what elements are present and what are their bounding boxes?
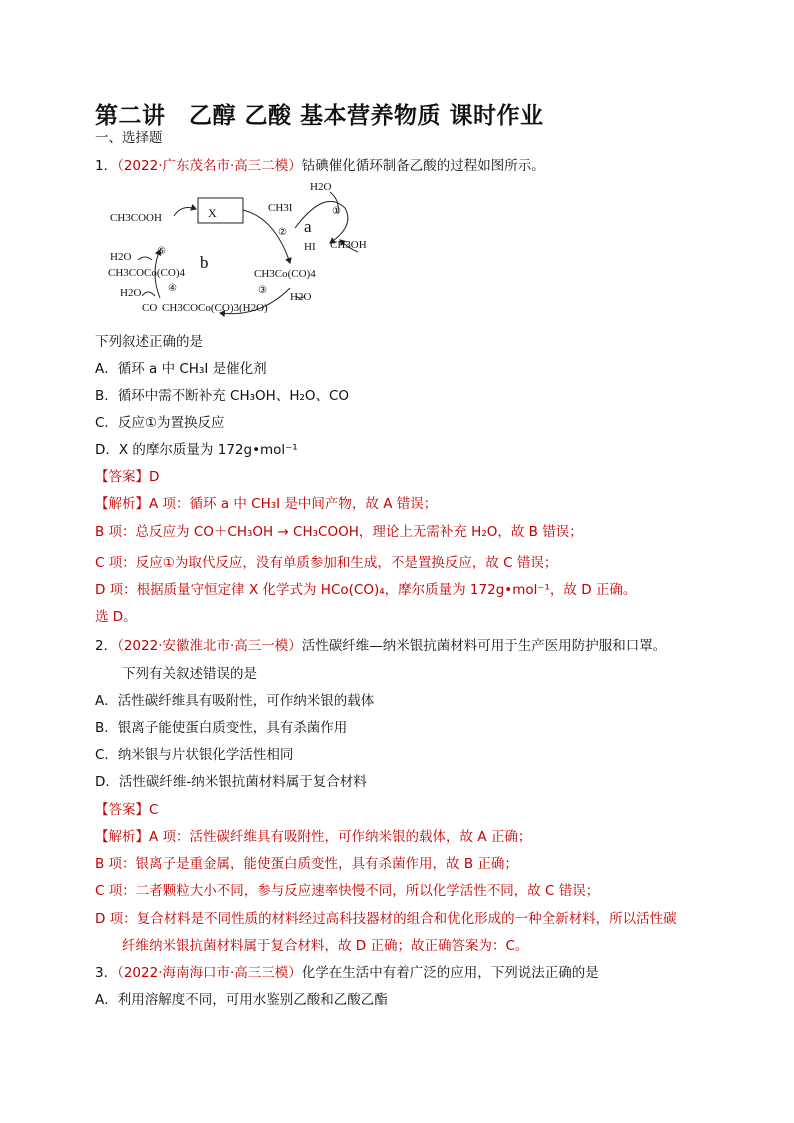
- analysis-line-1: [95, 495, 437, 513]
- question-text: 活性碳纤维—纳米银抗菌材料可用于生产医用防护服和口罩。: [301, 638, 667, 654]
- analysis-line-2: B 项：总反应为 CO＋CH₃OH → CH₃COOH，理论上无需补充 H₂O，故 B 错误；: [95, 524, 583, 540]
- box-label: X: [208, 206, 217, 220]
- label-hi: HI: [304, 241, 316, 253]
- answer-value: C: [149, 802, 159, 818]
- question-source-open: （: [117, 965, 124, 981]
- analysis-line-1: [95, 828, 531, 846]
- option-c: C．反应①为置换反应: [95, 415, 225, 431]
- label-h2o-top: H2O: [310, 181, 332, 193]
- label-ch3co: CH3Co(CO)4: [254, 268, 316, 280]
- analysis-line-3: C 项：二者颗粒大小不同，参与反应速率快慢不同，所以化学活性不同，故 C 错误；: [95, 883, 600, 899]
- step-2: ②: [278, 227, 287, 238]
- step-3: ③: [258, 285, 267, 296]
- answer-line: [95, 801, 158, 819]
- option-a: A．利用溶解度不同，可用水鉴别乙酸和乙酸乙酯: [95, 992, 388, 1008]
- question-text: 化学在生活中有着广泛的应用，下列说法正确的是: [301, 965, 599, 981]
- answer-tag: 【答案】: [95, 802, 149, 818]
- option-a: A．活性碳纤维具有吸附性，可作纳米银的载体: [95, 693, 375, 709]
- label-ch3i: CH3I: [268, 202, 293, 214]
- option-b: B．循环中需不断补充 CH₃OH、H₂O、CO: [95, 388, 350, 404]
- step-5: ⑤: [157, 246, 166, 257]
- label-h2o-5: H2O: [110, 251, 132, 263]
- step-1: ①: [332, 206, 341, 217]
- question-3-stem: [95, 964, 599, 982]
- option-c: C．纳米银与片状银化学活性相同: [95, 747, 294, 763]
- cycle-b-label: b: [200, 253, 209, 272]
- question-1-stem: [95, 157, 545, 175]
- catalytic-cycle-diagram: [100, 178, 370, 320]
- option-b: B．银离子能使蛋白质变性，具有杀菌作用: [95, 720, 348, 736]
- question-number: 1．: [95, 158, 118, 174]
- section-heading: 一、选择题: [95, 130, 163, 146]
- label-h2o-4: H2O: [120, 287, 142, 299]
- option-a: A．循环 a 中 CH₃I 是催化剂: [95, 361, 267, 377]
- question-source-close: ）: [288, 638, 302, 654]
- analysis-line-4: D 项：复合材料是不同性质的材料经过高科技器材的组合和优化形成的一种全新材料，所以活性碳: [95, 911, 677, 927]
- label-ch3coco: CH3COCo(CO)4: [108, 267, 186, 279]
- question-1-prompt: 下列叙述正确的是: [95, 334, 203, 350]
- analysis-line-5: 选 D。: [95, 609, 137, 625]
- cycle-a-label: a: [304, 217, 312, 236]
- question-text: 钴碘催化循环制备乙酸的过程如图所示。: [301, 158, 545, 174]
- answer-value: D: [149, 469, 160, 485]
- analysis-tag: 【解析】: [95, 829, 149, 845]
- answer-line: [95, 468, 159, 486]
- question-source-open: （: [117, 638, 124, 654]
- analysis-tag: 【解析】: [95, 496, 149, 512]
- question-source: 2022·海南海口市·高三三模: [123, 965, 289, 981]
- question-source: 2022·广东茂名市·高三二模: [123, 158, 289, 174]
- label-ch3coco-h2o: CH3COCo(CO)3(H2O): [162, 302, 268, 314]
- question-source-close: ）: [288, 158, 302, 174]
- label-co: CO: [142, 302, 158, 314]
- question-2-prompt: 下列有关叙述错误的是: [122, 666, 257, 682]
- label-ch3oh: CH3OH: [330, 239, 367, 251]
- question-source: 2022·安徽淮北市·高三一模: [123, 638, 289, 654]
- analysis-line-2: B 项：银离子是重金属，能使蛋白质变性，具有杀菌作用，故 B 正确；: [95, 856, 518, 872]
- x-box: [198, 198, 243, 223]
- analysis-text: A 项：活性碳纤维具有吸附性，可作纳米银的载体，故 A 正确；: [149, 829, 532, 845]
- question-source-open: （: [117, 158, 124, 174]
- option-d: D．X 的摩尔质量为 172g•mol⁻¹: [95, 442, 298, 458]
- option-d: D．活性碳纤维-纳米银抗菌材料属于复合材料: [95, 774, 367, 790]
- analysis-line-5: 纤维纳米银抗菌材料属于复合材料，故 D 正确；故正确答案为：C。: [122, 938, 529, 954]
- page-title: 第二讲 乙醇 乙酸 基本营养物质 课时作业: [95, 102, 544, 129]
- analysis-text: A 项：循环 a 中 CH₃I 是中间产物，故 A 错误；: [149, 496, 438, 512]
- label-h2o-3: H2O: [290, 291, 312, 303]
- question-2-stem: [95, 637, 666, 655]
- analysis-line-3: C 项：反应①为取代反应，没有单质参加和生成，不是置换反应，故 C 错误；: [95, 555, 558, 571]
- analysis-line-4: D 项：根据质量守恒定律 X 化学式为 HCo(CO)₄，摩尔质量为 172g•mol⁻¹，故 D 正确。: [95, 582, 637, 598]
- question-number: 3．: [95, 965, 118, 981]
- label-ch3cooh: CH3COOH: [110, 212, 162, 224]
- answer-tag: 【答案】: [95, 469, 149, 485]
- step-4: ④: [168, 283, 177, 294]
- question-number: 2．: [95, 638, 118, 654]
- question-source-close: ）: [288, 965, 302, 981]
